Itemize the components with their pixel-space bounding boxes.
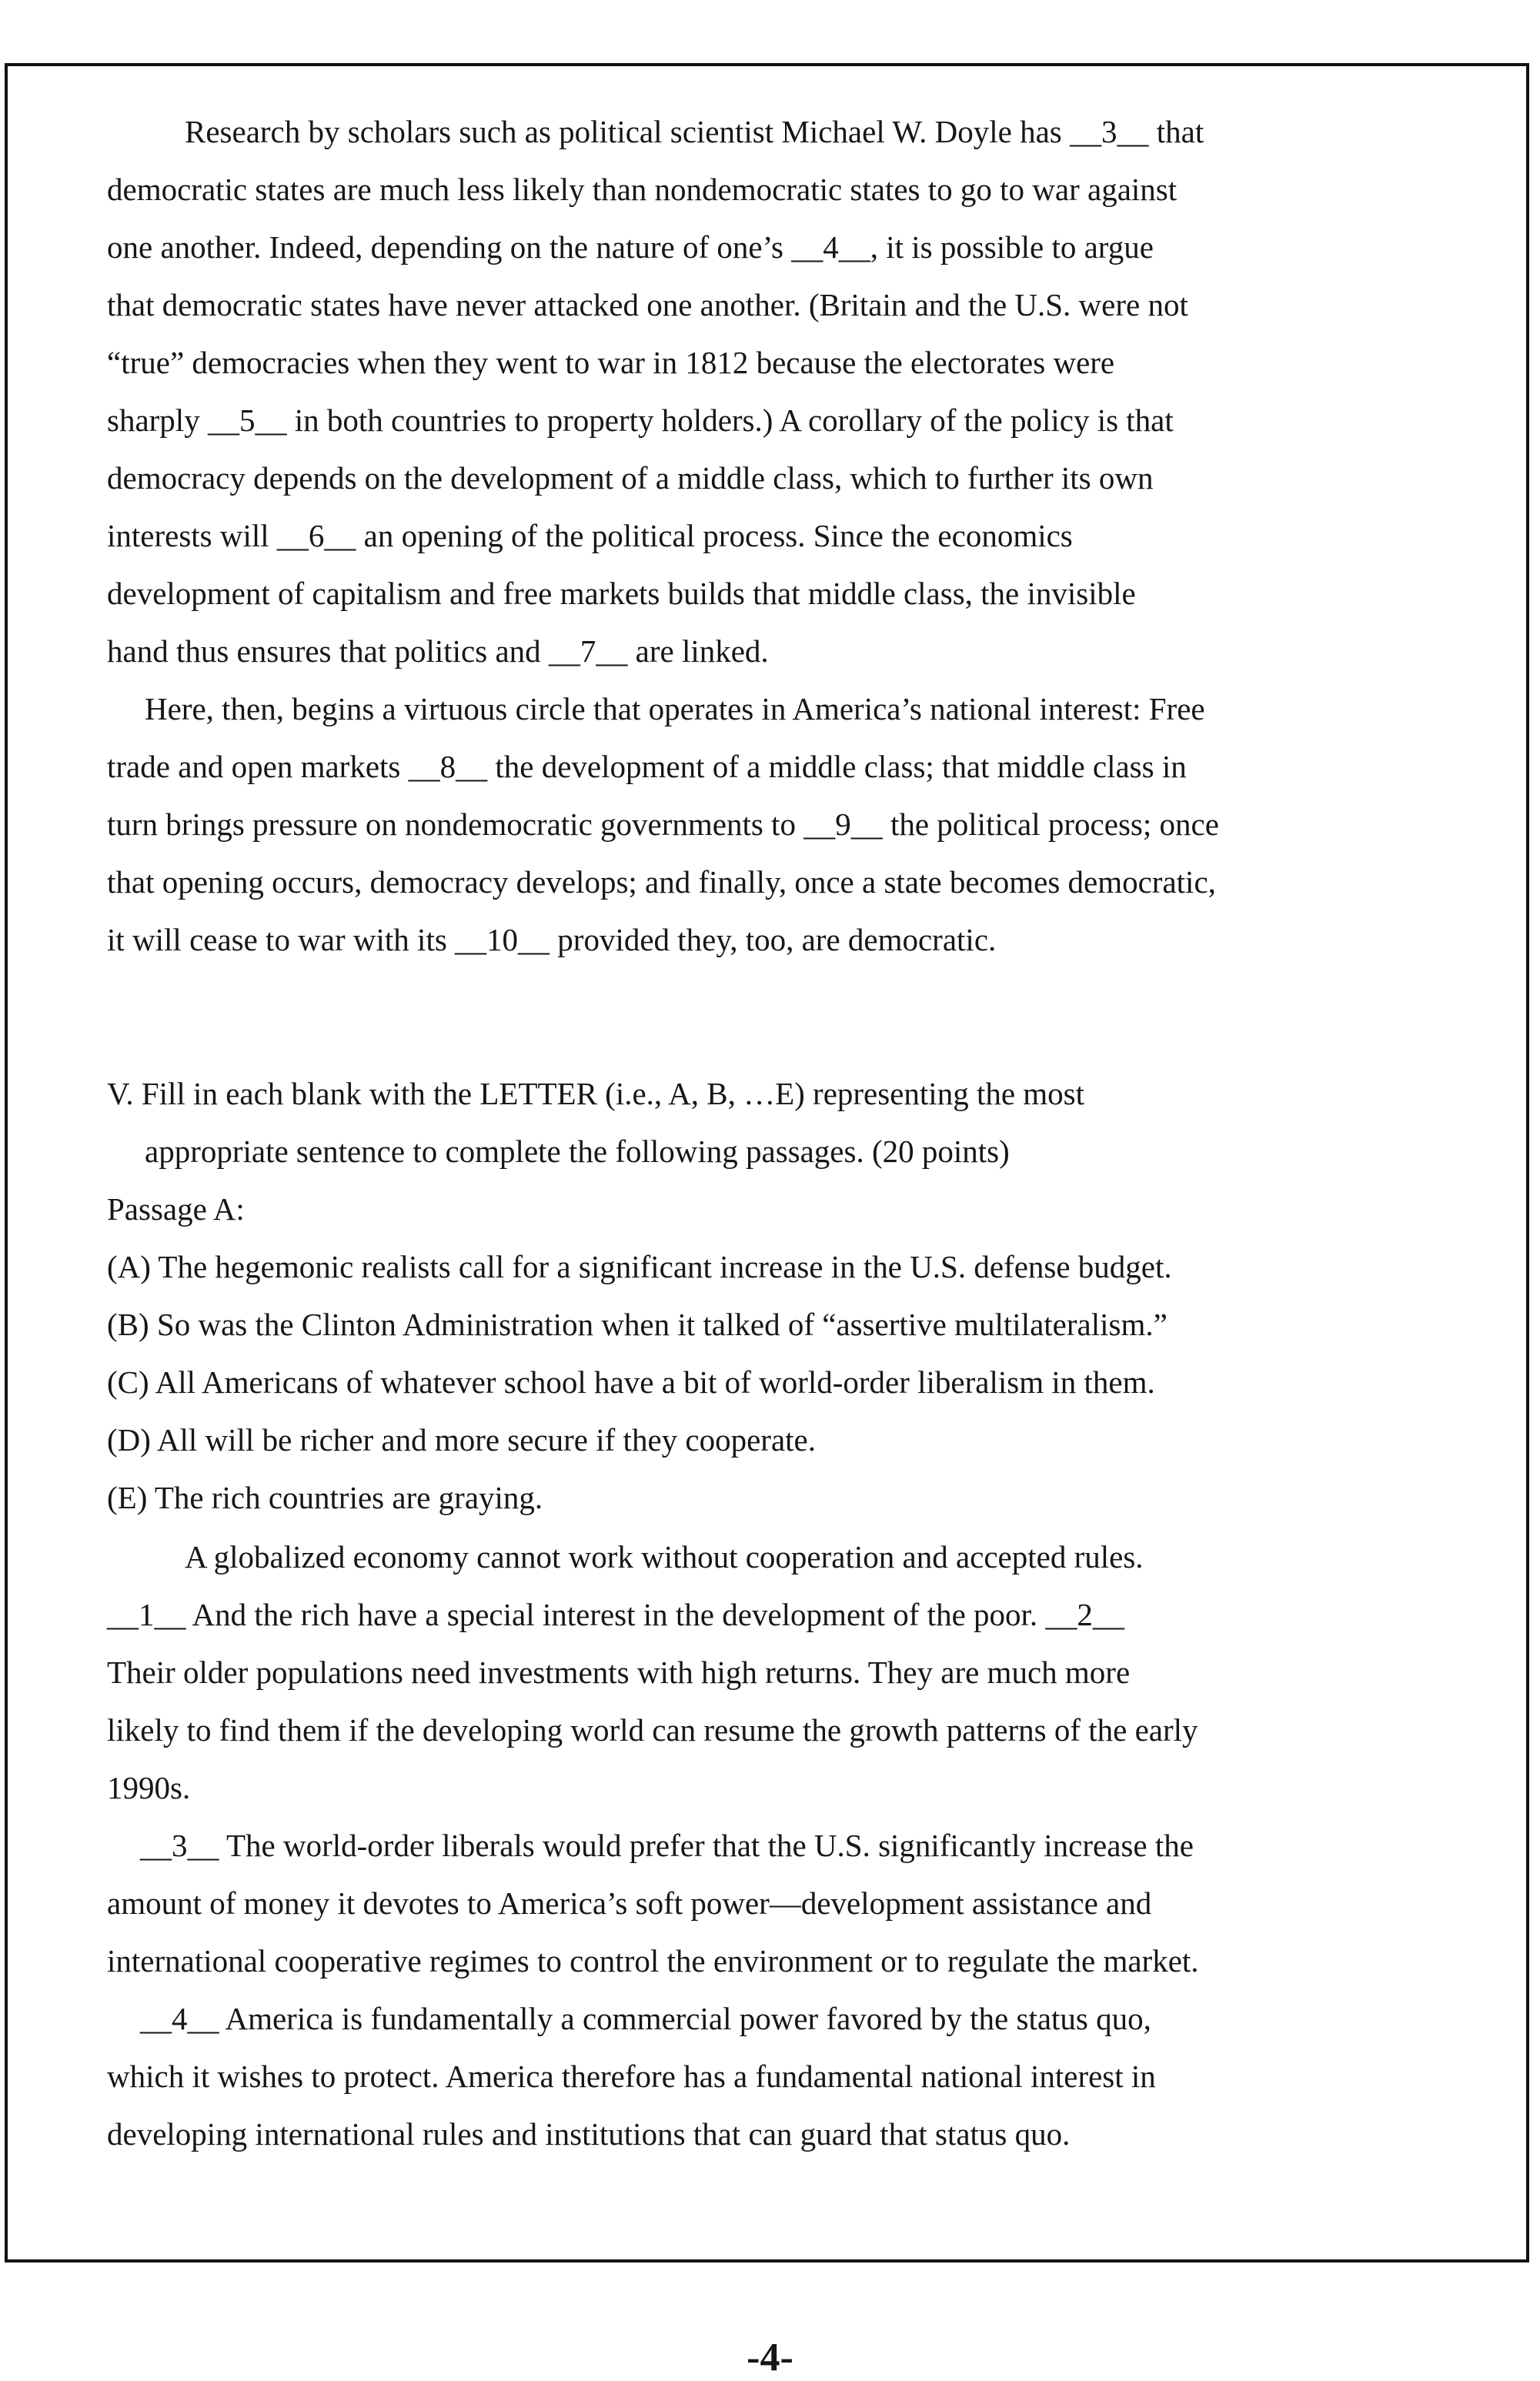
option-a: (A) The hegemonic realists call for a significant increase in the U.S. defense budget. — [107, 1249, 1172, 1284]
section-v-instruction: V. Fill in each blank with the LETTER (i.e., A, B, …E) representing the most — [107, 1076, 1085, 1111]
passage-line: interests will __6__ an opening of the political process. Since the economics — [107, 518, 1073, 553]
passage-a-line: __3__ The world-order liberals would prefer that the U.S. significantly increase the — [140, 1828, 1194, 1863]
passage-a-line: likely to find them if the developing world can resume the growth patterns of the early — [107, 1712, 1198, 1748]
passage-line: hand thus ensures that politics and __7__ are linked. — [107, 633, 769, 669]
passage-line: “true” democracies when they went to war in 1812 because the electorates were — [107, 345, 1115, 380]
option-d: (D) All will be richer and more secure if they cooperate. — [107, 1422, 816, 1458]
passage-line: Here, then, begins a virtuous circle that operates in America’s national interest: Free — [145, 691, 1205, 726]
passage-a-line: 1990s. — [107, 1770, 191, 1805]
option-c: (C) All Americans of whatever school have a bit of world-order liberalism in them. — [107, 1364, 1155, 1400]
passage-a-line: amount of money it devotes to America’s soft power—development assistance and — [107, 1885, 1152, 1921]
page-number: -4- — [747, 2336, 793, 2379]
passage-a-line: A globalized economy cannot work without cooperation and accepted rules. — [185, 1539, 1144, 1575]
passage-a-line: __1__ And the rich have a special interest in the development of the poor. __2__ — [107, 1597, 1124, 1632]
passage-a-line: international cooperative regimes to control the environment or to regulate the market. — [107, 1943, 1199, 1979]
passage-label: Passage A: — [107, 1191, 245, 1227]
passage-line: trade and open markets __8__ the development of a middle class; that middle class in — [107, 749, 1187, 784]
passage-line: turn brings pressure on nondemocratic governments to __9__ the political process; once — [107, 806, 1219, 842]
passage-line: that democratic states have never attacked one another. (Britain and the U.S. were not — [107, 287, 1188, 322]
passage-line: one another. Indeed, depending on the nature of one’s __4__, it is possible to argue — [107, 229, 1154, 265]
passage-a-line: which it wishes to protect. America therefore has a fundamental national interest in — [107, 2059, 1156, 2094]
section-v-instruction: appropriate sentence to complete the following passages. (20 points) — [145, 1134, 1010, 1169]
passage-line: development of capitalism and free markets builds that middle class, the invisible — [107, 576, 1136, 611]
passage-line: democratic states are much less likely than nondemocratic states to go to war against — [107, 172, 1178, 207]
passage-line: democracy depends on the development of a middle class, which to further its own — [107, 460, 1154, 496]
passage-line: Research by scholars such as political scientist Michael W. Doyle has __3__ that — [185, 114, 1204, 149]
passage-a-line: Their older populations need investments with high returns. They are much more — [107, 1655, 1131, 1690]
passage-line: that opening occurs, democracy develops; and finally, once a state becomes democratic, — [107, 864, 1216, 900]
passage-line: it will cease to war with its __10__ provided they, too, are democratic. — [107, 922, 997, 957]
passage-a-line: developing international rules and institutions that can guard that status quo. — [107, 2116, 1071, 2152]
passage-a-line: __4__ America is fundamentally a commercial power favored by the status quo, — [140, 2001, 1151, 2036]
option-e: (E) The rich countries are graying. — [107, 1480, 543, 1515]
option-b: (B) So was the Clinton Administration when it talked of “assertive multilateralism.” — [107, 1307, 1168, 1342]
passage-line: sharply __5__ in both countries to property holders.) A corollary of the policy is that — [107, 402, 1174, 438]
